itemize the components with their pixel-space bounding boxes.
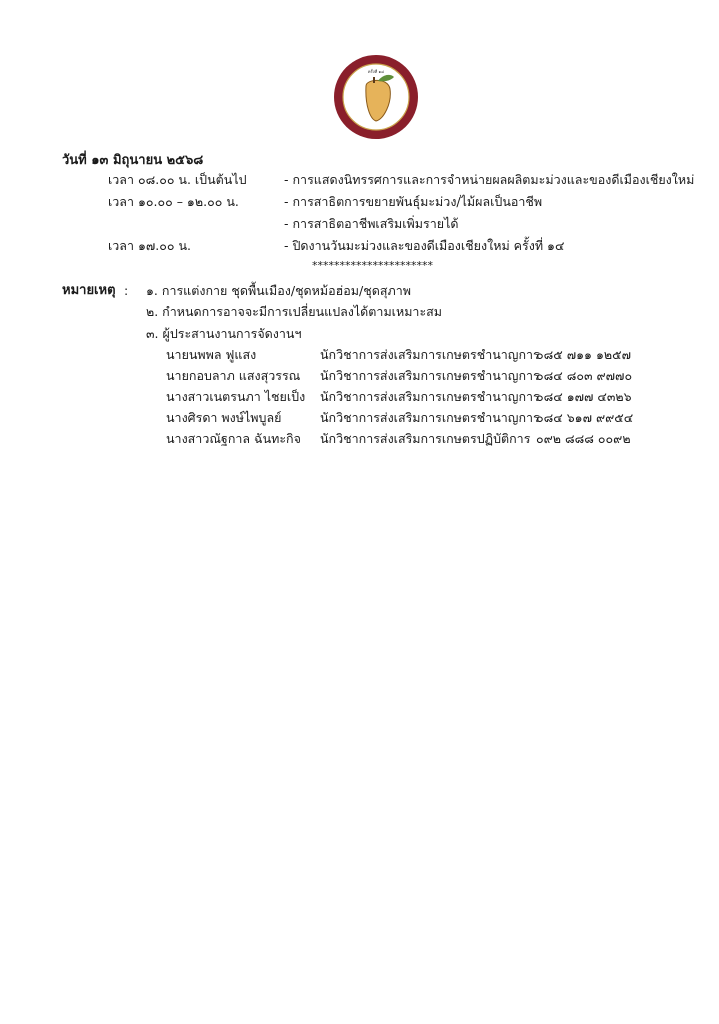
contact-phone: ๐๘๕ ๗๑๑ ๑๒๕๗: [536, 347, 631, 362]
contact-position: นักวิชาการส่งเสริมการเกษตรชำนาญการ: [320, 347, 540, 362]
contact-position: นักวิชาการส่งเสริมการเกษตรชำนาญการ: [320, 368, 540, 383]
contact-position: นักวิชาการส่งเสริมการเกษตรปฏิบัติการ: [320, 431, 531, 446]
contact-position: นักวิชาการส่งเสริมการเกษตรชำนาญการ: [320, 389, 540, 404]
notes-label: หมายเหตุ: [62, 283, 116, 298]
contact-phone: ๐๘๔ ๖๑๗ ๙๙๕๔: [536, 410, 634, 425]
schedule-day-heading: วันที่ ๑๓ มิถุนายน ๒๕๖๘: [62, 153, 204, 168]
contact-name: นายกอบลาภ แสงสุวรรณ: [166, 368, 301, 383]
contact-name: นายนพพล ฟูแสง: [166, 347, 257, 362]
contact-phone: ๐๙๒ ๘๘๘ ๐๐๙๒: [536, 431, 631, 446]
schedule-activity-2: - การสาธิตการขยายพันธุ์มะม่วง/ไม้ผลเป็นอาชีพ: [284, 194, 543, 209]
schedule-time-4: เวลา ๑๗.๐๐ น.: [108, 238, 192, 253]
schedule-activity-3: - การสาธิตอาชีพเสริมเพิ่มรายได้: [284, 216, 459, 231]
notes-colon: :: [124, 283, 129, 298]
svg-text:ครั้งที่ ๑๔: ครั้งที่ ๑๔: [367, 69, 385, 74]
schedule-time-1: เวลา ๐๘.๐๐ น. เป็นต้นไป: [108, 172, 247, 187]
contact-name: นางศิรดา พงษ์ไพบูลย์: [166, 410, 282, 425]
note-item-2: ๒. กำหนดการอาจจะมีการเปลี่ยนแปลงได้ตามเหมาะสม: [146, 304, 443, 319]
contact-position: นักวิชาการส่งเสริมการเกษตรชำนาญการ: [320, 410, 540, 425]
contact-name: นางสาวเนตรนภา ไชยเป็ง: [166, 389, 306, 404]
section-divider: **********************: [312, 259, 433, 272]
schedule-activity-1: - การแสดงนิทรรศการและการจำหน่ายผลผลิตมะม่วงและของดีเมืองเชียงใหม่: [284, 172, 695, 187]
note-item-3: ๓. ผู้ประสานงานการจัดงานฯ: [146, 326, 302, 341]
contact-phone: ๐๘๔ ๑๗๗ ๔๓๒๖: [536, 389, 632, 404]
contact-name: นางสาวณัฐกาล ฉันทะกิจ: [166, 431, 301, 446]
contact-phone: ๐๘๔ ๘๐๓ ๙๗๗๐: [536, 368, 633, 383]
organization-logo-seal: [332, 53, 420, 141]
schedule-time-2: เวลา ๑๐.๐๐ – ๑๒.๐๐ น.: [108, 194, 239, 209]
schedule-activity-4: - ปิดงานวันมะม่วงและของดีเมืองเชียงใหม่ ครั้งที่ ๑๔: [284, 238, 565, 253]
note-item-1: ๑. การแต่งกาย ชุดพื้นเมือง/ชุดหม้อฮ่อม/ชุดสุภาพ: [146, 283, 411, 298]
